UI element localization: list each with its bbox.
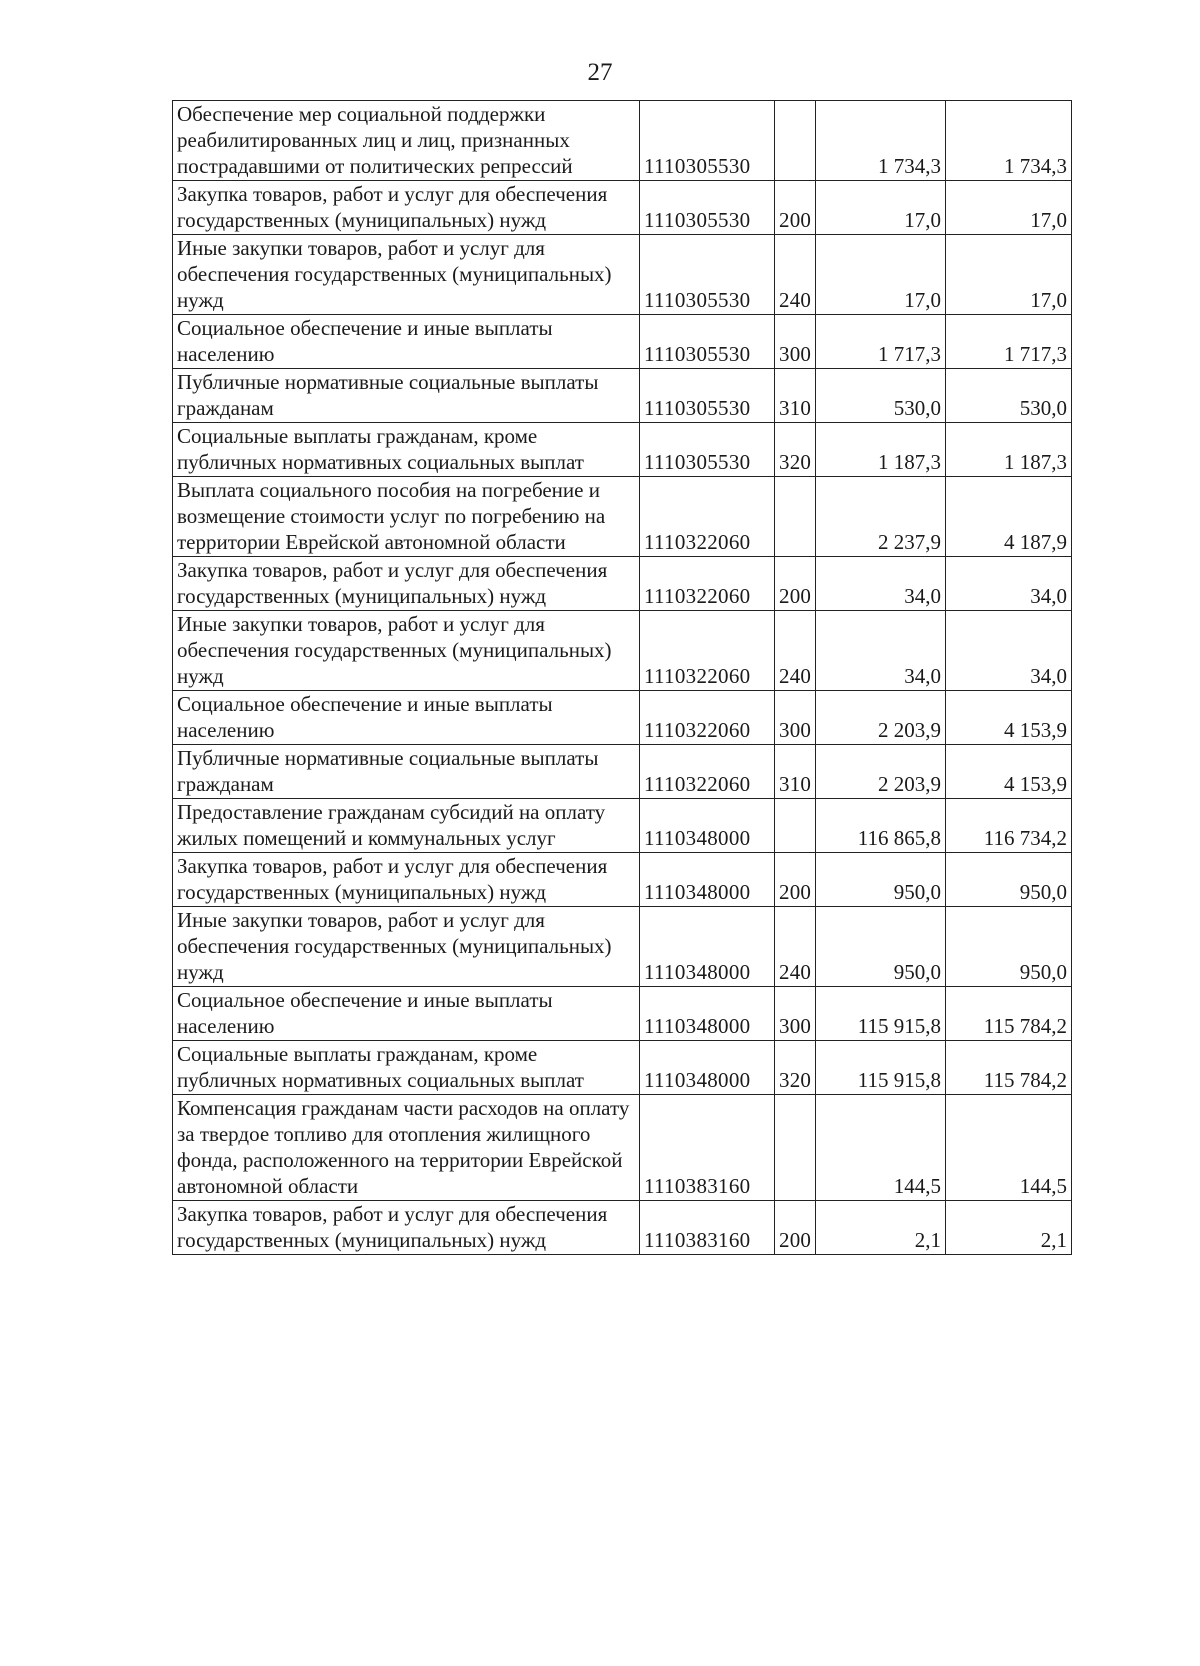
row-type-cell: 240 [775,235,816,315]
table-row [173,691,1072,745]
row-name-cell: Иные закупки товаров, работ и услуг для обеспечения государственных (муниципальных) нужд [173,907,640,987]
table-row [173,423,1072,477]
row-code-cell: 1110348000 [640,799,775,853]
row-type-cell: 310 [775,745,816,799]
row-value-1-cell: 1 717,3 [816,315,946,369]
row-value-1-cell: 530,0 [816,369,946,423]
budget-table-body [173,101,1072,1255]
row-type-cell: 200 [775,557,816,611]
row-value-2-cell: 34,0 [946,557,1072,611]
row-type-cell: 200 [775,1201,816,1255]
table-row [173,1041,1072,1095]
row-name-cell: Обеспечение мер социальной поддержки реабилитированных лиц и лиц, признанных пострадавшими от политических репрессий [173,101,640,181]
table-row [173,235,1072,315]
row-name-cell: Социальные выплаты гражданам, кроме публичных нормативных социальных выплат [173,423,640,477]
row-value-2-cell: 2,1 [946,1201,1072,1255]
row-code-cell: 1110348000 [640,1041,775,1095]
row-type-cell: 300 [775,691,816,745]
row-code-cell: 1110348000 [640,907,775,987]
row-type-cell: 240 [775,611,816,691]
row-value-2-cell: 4 153,9 [946,745,1072,799]
row-value-1-cell: 1 734,3 [816,101,946,181]
table-row [173,907,1072,987]
row-name-cell: Социальное обеспечение и иные выплаты населению [173,987,640,1041]
row-code-cell: 1110322060 [640,611,775,691]
row-value-1-cell: 34,0 [816,611,946,691]
row-value-1-cell: 950,0 [816,853,946,907]
row-code-cell: 1110305530 [640,369,775,423]
row-name-cell: Закупка товаров, работ и услуг для обеспечения государственных (муниципальных) нужд [173,853,640,907]
row-value-2-cell: 4 153,9 [946,691,1072,745]
row-name-cell: Закупка товаров, работ и услуг для обеспечения государственных (муниципальных) нужд [173,557,640,611]
table-row [173,853,1072,907]
row-value-1-cell: 2 203,9 [816,745,946,799]
table-row [173,1095,1072,1201]
row-code-cell: 1110305530 [640,181,775,235]
row-value-2-cell: 115 784,2 [946,987,1072,1041]
row-value-1-cell: 116 865,8 [816,799,946,853]
row-value-2-cell: 1 717,3 [946,315,1072,369]
row-code-cell: 1110383160 [640,1201,775,1255]
row-type-cell: 200 [775,853,816,907]
row-value-1-cell: 17,0 [816,181,946,235]
row-code-cell: 1110348000 [640,987,775,1041]
table-row [173,477,1072,557]
table-row [173,987,1072,1041]
table-row [173,557,1072,611]
table-row [173,315,1072,369]
row-type-cell [775,101,816,181]
row-type-cell: 300 [775,315,816,369]
row-code-cell: 1110305530 [640,423,775,477]
table-row [173,369,1072,423]
row-value-2-cell: 4 187,9 [946,477,1072,557]
row-value-1-cell: 1 187,3 [816,423,946,477]
row-code-cell: 1110305530 [640,235,775,315]
row-value-2-cell: 115 784,2 [946,1041,1072,1095]
row-code-cell: 1110383160 [640,1095,775,1201]
row-code-cell: 1110322060 [640,477,775,557]
budget-table [172,100,1072,1255]
table-row [173,181,1072,235]
row-name-cell: Компенсация гражданам части расходов на оплату за твердое топливо для отопления жилищного фонда, расположенного на территории Еврейской автономной области [173,1095,640,1201]
row-type-cell: 240 [775,907,816,987]
row-name-cell: Социальное обеспечение и иные выплаты населению [173,315,640,369]
row-name-cell: Предоставление гражданам субсидий на оплату жилых помещений и коммунальных услуг [173,799,640,853]
row-type-cell [775,799,816,853]
row-value-1-cell: 144,5 [816,1095,946,1201]
row-name-cell: Социальное обеспечение и иные выплаты населению [173,691,640,745]
row-value-2-cell: 530,0 [946,369,1072,423]
row-value-1-cell: 2 203,9 [816,691,946,745]
row-name-cell: Социальные выплаты гражданам, кроме публичных нормативных социальных выплат [173,1041,640,1095]
row-value-2-cell: 116 734,2 [946,799,1072,853]
row-value-1-cell: 2 237,9 [816,477,946,557]
row-value-1-cell: 115 915,8 [816,987,946,1041]
row-type-cell [775,1095,816,1201]
page-number: 27 [587,59,613,86]
row-name-cell: Закупка товаров, работ и услуг для обеспечения государственных (муниципальных) нужд [173,1201,640,1255]
row-value-2-cell: 1 734,3 [946,101,1072,181]
row-name-cell: Иные закупки товаров, работ и услуг для обеспечения государственных (муниципальных) нужд [173,611,640,691]
row-value-1-cell: 34,0 [816,557,946,611]
row-code-cell: 1110348000 [640,853,775,907]
table-row [173,101,1072,181]
row-value-1-cell: 115 915,8 [816,1041,946,1095]
row-type-cell [775,477,816,557]
table-row [173,611,1072,691]
table-row [173,799,1072,853]
row-name-cell: Закупка товаров, работ и услуг для обеспечения государственных (муниципальных) нужд [173,181,640,235]
row-type-cell: 320 [775,1041,816,1095]
row-value-1-cell: 17,0 [816,235,946,315]
row-name-cell: Публичные нормативные социальные выплаты гражданам [173,369,640,423]
row-type-cell: 300 [775,987,816,1041]
row-value-1-cell: 950,0 [816,907,946,987]
row-code-cell: 1110305530 [640,101,775,181]
row-code-cell: 1110322060 [640,691,775,745]
row-type-cell: 320 [775,423,816,477]
row-code-cell: 1110305530 [640,315,775,369]
table-row [173,745,1072,799]
row-value-2-cell: 950,0 [946,907,1072,987]
row-value-2-cell: 17,0 [946,235,1072,315]
row-type-cell: 200 [775,181,816,235]
row-value-2-cell: 1 187,3 [946,423,1072,477]
row-value-2-cell: 17,0 [946,181,1072,235]
row-name-cell: Выплата социального пособия на погребение и возмещение стоимости услуг по погребению на территории Еврейской автономной области [173,477,640,557]
table-row [173,1201,1072,1255]
row-name-cell: Публичные нормативные социальные выплаты гражданам [173,745,640,799]
row-value-1-cell: 2,1 [816,1201,946,1255]
row-value-2-cell: 950,0 [946,853,1072,907]
row-type-cell: 310 [775,369,816,423]
row-code-cell: 1110322060 [640,557,775,611]
row-value-2-cell: 34,0 [946,611,1072,691]
row-code-cell: 1110322060 [640,745,775,799]
row-name-cell: Иные закупки товаров, работ и услуг для обеспечения государственных (муниципальных) нужд [173,235,640,315]
row-value-2-cell: 144,5 [946,1095,1072,1201]
